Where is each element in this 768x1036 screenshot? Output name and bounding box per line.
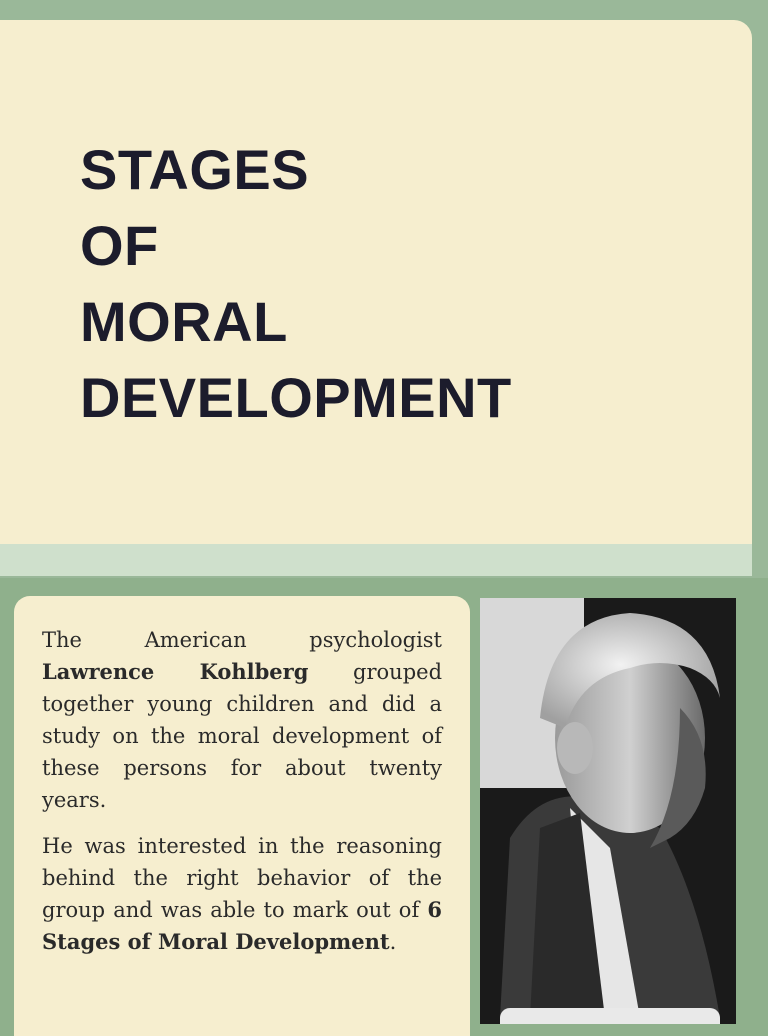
title-card <box>0 20 752 544</box>
portrait-icon <box>480 598 736 1024</box>
p2-stages-bold: 6 Stages of Moral Development <box>42 897 442 954</box>
title-slide-band <box>0 544 752 576</box>
title-line-3: MORAL <box>80 290 288 353</box>
paragraph-2 <box>42 830 442 958</box>
portrait-photo <box>480 598 736 1024</box>
slide-title <box>80 132 512 436</box>
p1-name-bold: Lawrence Kohlberg <box>42 659 309 684</box>
p2-text-start: He was interested in the reasoning behind the right behavior of the group and was able to mark out of <box>42 834 442 922</box>
p1-text-end: grouped together young children and did a study on the moral development of these persons for about twenty years. <box>42 660 443 812</box>
photo-caption-strip <box>500 1008 720 1024</box>
content-slide <box>0 578 768 1024</box>
title-line-1: STAGES <box>80 138 310 201</box>
title-line-2: OF <box>80 214 159 277</box>
text-card <box>14 596 470 1036</box>
paragraph-1 <box>42 624 442 816</box>
p1-text-start: The American psychologist <box>42 628 442 652</box>
title-line-4: DEVELOPMENT <box>80 366 512 429</box>
p2-text-end: . <box>389 930 397 954</box>
body-text <box>42 624 442 972</box>
